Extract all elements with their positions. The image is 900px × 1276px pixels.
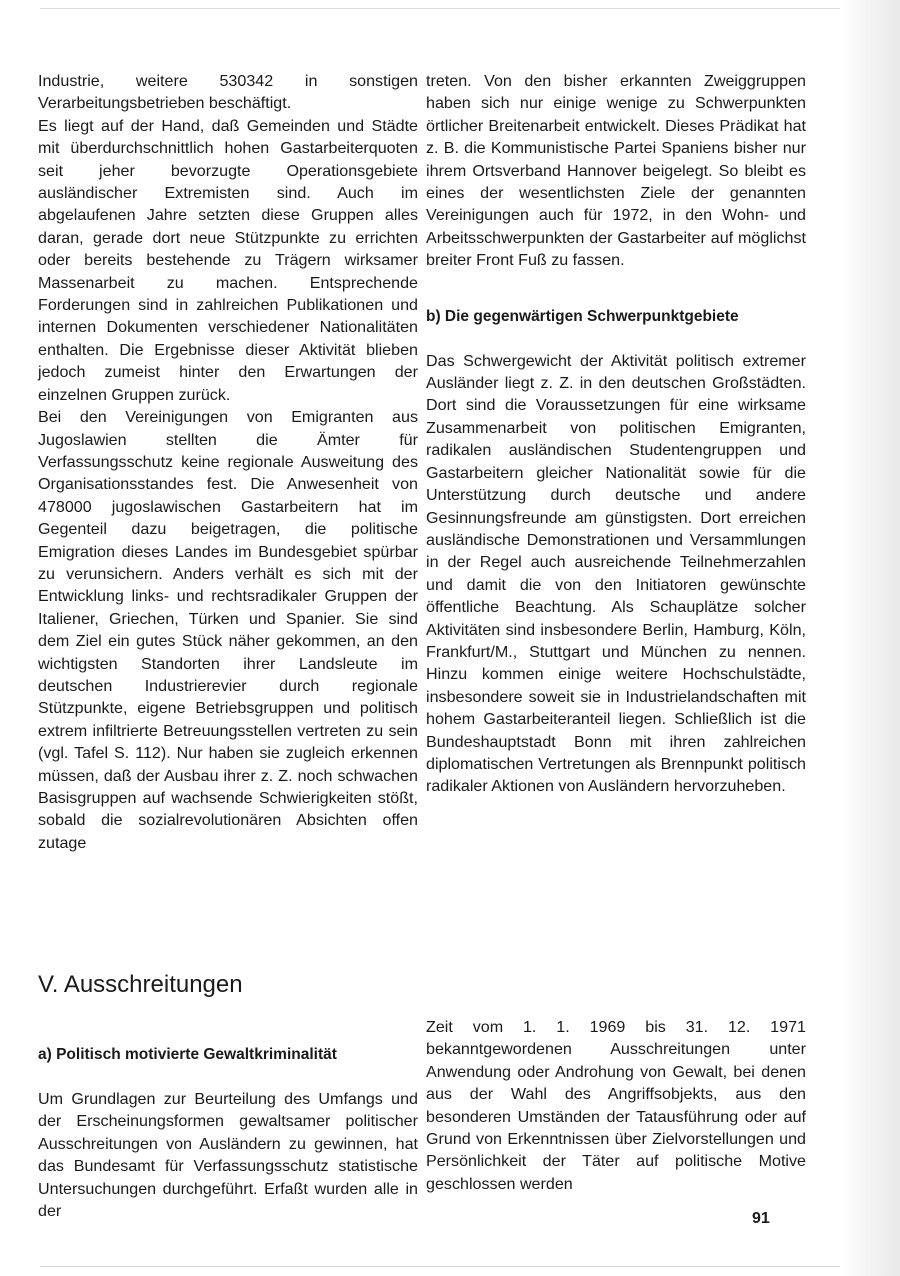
text-column-bottom-right — [426, 1016, 806, 1195]
text-column-top-left — [38, 70, 418, 854]
page-edge-shadow — [842, 0, 900, 1276]
text-column-bottom-left — [38, 1044, 418, 1222]
scan-line-bottom — [40, 1266, 840, 1267]
text-column-top-right — [426, 70, 806, 798]
paragraph: Zeit vom 1. 1. 1969 bis 31. 12. 1971 bekanntgewordenen Ausschreitungen unter Anwendung oder Androhung von Gewalt, bei denen aus der Wahl des Angriffsobjekts, aus den besonderen Umständen der Tatausführung oder auf Grund von Erkenntnissen über Zielvorstellungen und Persönlichkeit der Täter auf politische Motive geschlossen werden — [426, 1018, 806, 1193]
paragraph: treten. Von den bisher erkannten Zweiggruppen haben sich nur einige wenige zu Schwerpunkten örtlicher Breitenarbeit entwickelt. Dieses Prädikat hat z. B. die Kommunistische Partei Spaniens bisher nur ihrem Ortsverband Hannover beigelegt. So bleibt es eines der wesentlichsten Ziele der genannten Vereinigungen auch für 1972, in den Wohn- und Arbeitsschwerpunkten der Gastarbeiter auf möglichst breiter Front Fuß zu fassen. — [426, 72, 806, 270]
paragraph: Bei den Vereinigungen von Emigranten aus Jugoslawien stellten die Ämter für Verfassungsschutz keine regionale Ausweitung des Organisationsstandes fest. Die Anwesenheit von 478000 jugoslawischen Gastarbeitern hat im Gegenteil dazu beigetragen, die politische Emigration dieses Landes im Bundesgebiet spürbar zu verunsichern. Anders verhält es sich mit der Entwicklung links- und rechtsradikaler Gruppen der Italiener, Griechen, Türken und Spanier. Sie sind dem Ziel ein gutes Stück näher gekommen, an den wichtigsten Standorten ihrer Landsleute im deutschen Industrierevier durch regionale Stützpunkte, eigene Betriebsgruppen und politisch extrem infiltrierte Betreuungsstellen vertreten zu sein (vgl. Tafel S. 112). Nur haben sie zugleich erkennen müssen, daß der Ausbau ihrer z. Z. noch schwachen Basisgruppen auf wachsende Schwierigkeiten stößt, sobald die sozialrevolutionären Absichten offen zutage — [38, 408, 418, 852]
paragraph: Um Grundlagen zur Beurteilung des Umfangs und der Erscheinungsformen gewaltsamer politischer Ausschreitungen von Ausländern zu gewinnen, hat das Bundesamt für Verfassungsschutz statistische Untersuchungen durchgeführt. Erfaßt wurden alle in der — [38, 1090, 418, 1221]
section-title: V. Ausschreitungen — [38, 971, 243, 998]
paragraph: Es liegt auf der Hand, daß Gemeinden und Städte mit überdurchschnittlich hohen Gastarbeiterquoten seit jeher bevorzugte Operationsgebiete ausländischer Extremisten sind. Auch im abgelaufenen Jahre setzten diese Gruppen alles daran, gerade dort neue Stützpunkte zu errichten oder bereits bestehende zu Trägern wirksamer Massenarbeit zu machen. Entsprechende Forderungen sind in zahlreichen Publikationen und internen Dokumenten verschiedener Nationalitäten enthalten. Die Ergebnisse dieser Aktivität blieben jedoch zumeist hinter den Erwartungen der einzelnen Gruppen zurück. — [38, 116, 418, 404]
page-number: 91 — [752, 1210, 770, 1227]
subheading-gewaltkriminalitaet: a) Politisch motivierte Gewaltkriminalität — [38, 1046, 337, 1063]
subheading-schwerpunktgebiete: b) Die gegenwärtigen Schwerpunktgebiete — [426, 307, 739, 325]
paragraph: Industrie, weitere 530342 in sonstigen Verarbeitungsbetrieben beschäftigt. — [38, 72, 418, 113]
scan-line-top — [40, 8, 840, 9]
paragraph: Das Schwergewicht der Aktivität politisch extremer Ausländer liegt z. Z. in den deutschen Großstädten. Dort sind die Voraussetzungen für eine wirksame Zusammenarbeit von politischen Emigranten, radikalen ausländischen Studentengruppen und Gastarbeitern gleicher Nationalität sowie für die Unterstützung durch deutsche und andere Gesinnungsfreunde am günstigsten. Dort erreichen ausländische Demonstrationen und Versammlungen in der Regel auch ausreichende Teilnehmerzahlen und damit die von den Initiatoren gewünschte öffentliche Beachtung. Als Schauplätze solcher Aktivitäten sind insbesondere Berlin, Hamburg, Köln, Frankfurt/M., Stuttgart und München zu nennen. Hinzu kommen einige weitere Hochschulstädte, insbesondere soweit sie in Industrielandschaften mit hohem Gastarbeiteranteil liegen. Schließlich ist die Bundeshauptstadt Bonn mit ihren zahlreichen diplomatischen Vertretungen als Brennpunkt politisch radikaler Aktionen von Ausländern hervorzuheben. — [426, 351, 806, 796]
